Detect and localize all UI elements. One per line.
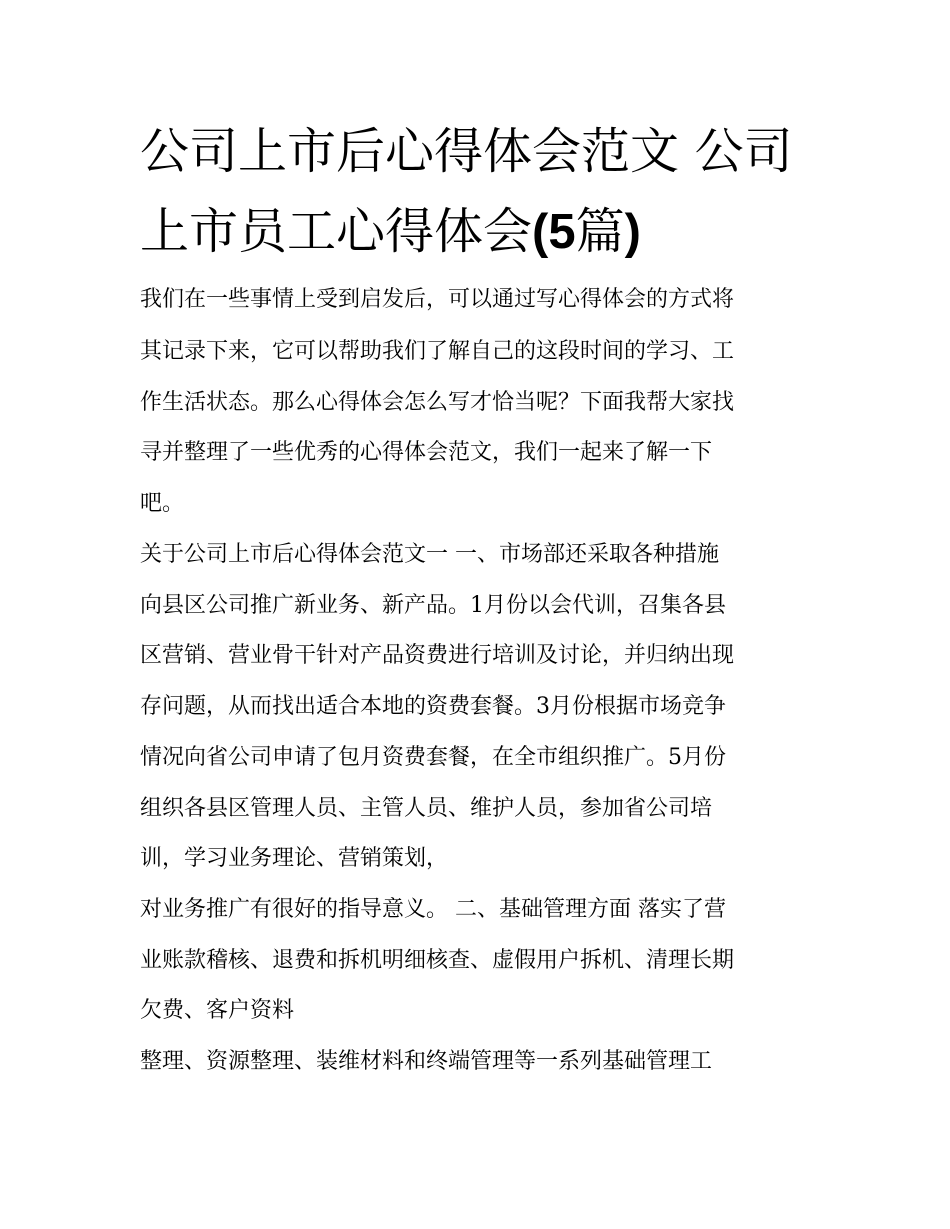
body-line-5: 吧。 — [140, 491, 185, 516]
body-line-7: 向县区公司推广新业务、新产品。1月份以会代训，召集各县 — [140, 593, 726, 618]
title-count-close: ) — [624, 205, 641, 259]
body-line-9: 存问题，从而找出适合本地的资费套餐。3月份根据市场竞争 — [140, 694, 726, 719]
title-line-1: 公司上市后心得体会范文 公司 — [140, 123, 793, 180]
body-line-12: 训，学习业务理论、营销策划， — [140, 846, 449, 871]
body-line-14: 业账款稽核、退费和拆机明细核查、虚假用户拆机、清理长期 — [140, 948, 735, 973]
title-count-open: (5 — [532, 205, 576, 259]
title-count-unit: 篇 — [575, 203, 625, 260]
body-line-10: 情况向省公司申请了包月资费套餐，在全市组织推广。5月份 — [140, 745, 726, 770]
body-line-8: 区营销、营业骨干针对产品资费进行培训及讨论，并归纳出现 — [140, 643, 735, 668]
body-line-11: 组织各县区管理人员、主管人员、维护人员，参加省公司培 — [140, 796, 713, 821]
body-line-4: 寻并整理了一些优秀的心得体会范文，我们一起来了解一下 — [140, 440, 713, 465]
body-line-3: 作生活状态。那么心得体会怎么写才恰当呢？下面我帮大家找 — [140, 390, 735, 415]
title-line-2: 上市员工心得体会 — [140, 203, 533, 260]
body-line-6: 关于公司上市后心得体会范文一 一、市场部还采取各种措施 — [140, 542, 719, 567]
body-line-1: 我们在一些事情上受到启发后，可以通过写心得体会的方式将 — [140, 287, 735, 312]
body-line-15: 欠费、客户资料 — [140, 998, 295, 1023]
document-title — [140, 112, 820, 272]
body-line-16: 整理、资源整理、装维材料和终端管理等一系列基础管理工 — [140, 1049, 713, 1074]
body-line-13: 对业务推广有很好的指导意义。 二、基础管理方面 落实了营 — [140, 897, 726, 922]
body-line-2: 其记录下来，它可以帮助我们了解自己的这段时间的学习、工 — [140, 339, 735, 364]
